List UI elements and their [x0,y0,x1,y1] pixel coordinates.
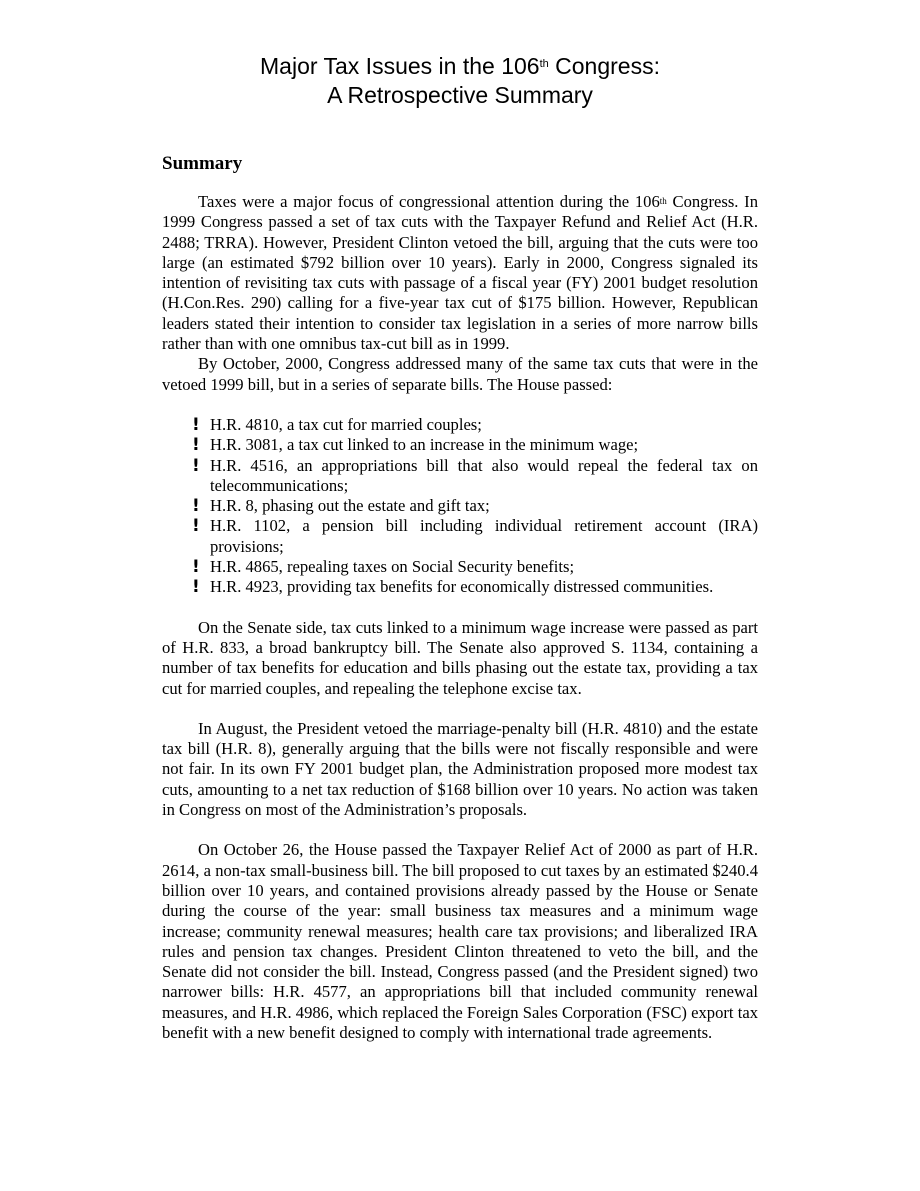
exclamation-bullet-icon: ! [192,414,200,435]
exclamation-bullet-icon: ! [192,557,200,578]
list-item: ! H.R. 4865, repealing taxes on Social Security benefits; [192,557,575,578]
summary-paragraph-1: Taxes were a major focus of congressional attention during the 106th Congress. In 1999 Congress passed a set of tax cuts with the Taxpayer Refund and Relief Act (H.R. 2488; TRRA). However, President Clinton vetoed the bill, arguing that the cuts were too large (an estimated $792 billion over 10 years). Early in 2000, Congress signaled its intention of revisiting tax cuts with passage of a fiscal year (FY) 2001 budget resolution (H.Con.Res. 290) calling for a five-year tax cut of $175 billion. However, Republican leaders stated their intention to consider tax legislation in a series of more narrow bills rather than with one omnibus tax-cut bill as in 1999. [162,192,758,354]
summary-paragraph-4: In August, the President vetoed the marriage-penalty bill (H.R. 4810) and the estate tax bill (H.R. 8), generally arguing that the bills were not fiscally responsible and were not fair. In its own FY 2001 budget plan, the Administration proposed more modest tax cuts, amounting to a net tax reduction of $168 billion over 10 years. No action was taken in Congress on most of the Administration’s proposals. [162,718,758,820]
document-title [162,52,758,110]
list-item: ! H.R. 4923, providing tax benefits for economically distressed communities. [192,577,714,598]
document-page [162,52,758,1043]
exclamation-bullet-icon: ! [192,516,200,537]
exclamation-bullet-icon: ! [192,455,200,476]
summary-heading: Summary [162,153,243,174]
title-line2: A Retrospective Summary [327,82,593,108]
list-item: ! H.R. 1102, a pension bill including individual retirement account (IRA) provisions; [192,516,758,556]
exclamation-bullet-icon: ! [192,496,200,517]
exclamation-bullet-icon: ! [192,577,200,598]
list-item: ! H.R. 3081, a tax cut linked to an increase in the minimum wage; [192,435,639,456]
list-item: ! H.R. 4810, a tax cut for married couples; [192,414,482,435]
title-line1: Major Tax Issues in the 106th Congress: [260,53,660,79]
house-bills-list [162,415,758,598]
exclamation-bullet-icon: ! [192,435,200,456]
summary-paragraph-2: By October, 2000, Congress addressed many of the same tax cuts that were in the vetoed 1999 bill, but in a series of separate bills. The House passed: [162,354,758,394]
list-item: ! H.R. 8, phasing out the estate and gift tax; [192,496,490,517]
summary-paragraph-3: On the Senate side, tax cuts linked to a minimum wage increase were passed as part of H.R. 833, a broad bankruptcy bill. The Senate also approved S. 1134, containing a number of tax benefits for education and bills phasing out the estate tax, providing a tax cut for married couples, and repealing the telephone excise tax. [162,617,758,698]
summary-paragraph-5: On October 26, the House passed the Taxpayer Relief Act of 2000 as part of H.R. 2614, a non-tax small-business bill. The bill proposed to cut taxes by an estimated $240.4 billion over 10 years, and contained provisions already passed by the House or Senate during the course of the year: small business tax measures and a minimum wage increase; community renewal measures; health care tax provisions; and liberalized IRA rules and pension tax changes. President Clinton threatened to veto the bill, and the Senate did not consider the bill. Instead, Congress passed (and the President signed) two narrower bills: H.R. 4577, an appropriations bill that included community renewal measures, and H.R. 4986, which replaced the Foreign Sales Corporation (FSC) export tax benefit with a new benefit designed to comply with international trade agreements. [162,840,758,1042]
list-item: ! H.R. 4516, an appropriations bill that also would repeal the federal tax on telecommunications; [192,455,758,495]
